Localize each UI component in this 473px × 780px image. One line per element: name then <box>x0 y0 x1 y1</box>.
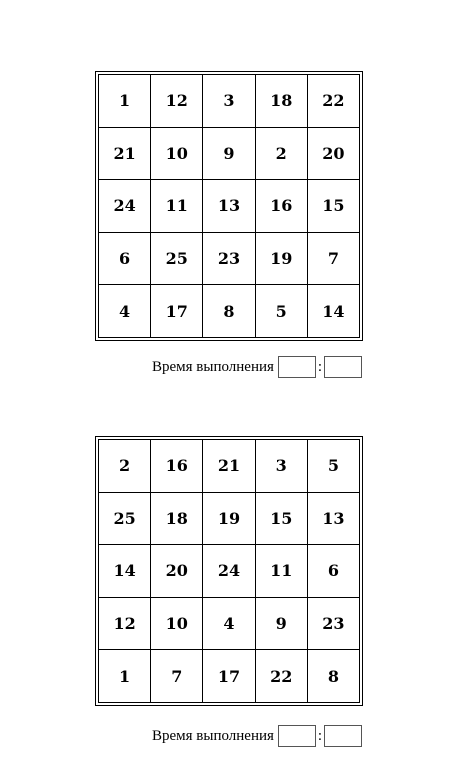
grid-cell: 13 <box>308 493 360 546</box>
grid-cell: 19 <box>203 493 255 546</box>
grid-cell: 6 <box>99 233 151 286</box>
schulte-table-1 <box>95 71 365 341</box>
grid-cell: 20 <box>308 128 360 181</box>
minutes-input-box[interactable] <box>278 356 316 378</box>
grid-cell: 22 <box>308 75 360 128</box>
grid-cell: 20 <box>151 545 203 598</box>
grid-cell: 17 <box>203 650 255 703</box>
grid-cell: 25 <box>151 233 203 286</box>
grid-cell: 24 <box>99 180 151 233</box>
grid-cell: 9 <box>256 598 308 651</box>
seconds-input-box[interactable] <box>324 725 362 747</box>
grid-cell: 17 <box>151 285 203 338</box>
completion-time-label: Время выполнения <box>152 358 274 375</box>
grid-cell: 16 <box>151 440 203 493</box>
grid-cell: 21 <box>203 440 255 493</box>
completion-time-label: Время выполнения <box>152 727 274 744</box>
grid-cell: 21 <box>99 128 151 181</box>
grid-cell: 11 <box>256 545 308 598</box>
grid-cell: 18 <box>256 75 308 128</box>
grid-cell: 4 <box>99 285 151 338</box>
grid-cell: 15 <box>256 493 308 546</box>
grid-cell: 25 <box>99 493 151 546</box>
grid-cell: 13 <box>203 180 255 233</box>
number-grid <box>98 439 360 703</box>
grid-cell: 1 <box>99 650 151 703</box>
grid-cell: 2 <box>99 440 151 493</box>
completion-time-row-2 <box>152 725 362 747</box>
grid-cell: 14 <box>308 285 360 338</box>
seconds-input-box[interactable] <box>324 356 362 378</box>
grid-cell: 5 <box>256 285 308 338</box>
grid-cell: 10 <box>151 598 203 651</box>
grid-cell: 12 <box>151 75 203 128</box>
grid-cell: 24 <box>203 545 255 598</box>
grid-cell: 7 <box>308 233 360 286</box>
table-frame <box>95 436 363 706</box>
grid-cell: 23 <box>203 233 255 286</box>
grid-cell: 15 <box>308 180 360 233</box>
grid-cell: 12 <box>99 598 151 651</box>
grid-cell: 3 <box>203 75 255 128</box>
grid-cell: 22 <box>256 650 308 703</box>
grid-cell: 18 <box>151 493 203 546</box>
grid-cell: 2 <box>256 128 308 181</box>
grid-cell: 14 <box>99 545 151 598</box>
grid-cell: 8 <box>308 650 360 703</box>
grid-cell: 7 <box>151 650 203 703</box>
grid-cell: 6 <box>308 545 360 598</box>
number-grid <box>98 74 360 338</box>
schulte-table-2 <box>95 436 365 706</box>
time-separator: : <box>317 358 323 375</box>
grid-cell: 3 <box>256 440 308 493</box>
grid-cell: 10 <box>151 128 203 181</box>
completion-time-row-1 <box>152 356 362 378</box>
grid-cell: 8 <box>203 285 255 338</box>
grid-cell: 16 <box>256 180 308 233</box>
minutes-input-box[interactable] <box>278 725 316 747</box>
grid-cell: 11 <box>151 180 203 233</box>
grid-cell: 19 <box>256 233 308 286</box>
grid-cell: 5 <box>308 440 360 493</box>
grid-cell: 23 <box>308 598 360 651</box>
time-separator: : <box>317 727 323 744</box>
grid-cell: 1 <box>99 75 151 128</box>
grid-cell: 9 <box>203 128 255 181</box>
grid-cell: 4 <box>203 598 255 651</box>
table-frame <box>95 71 363 341</box>
